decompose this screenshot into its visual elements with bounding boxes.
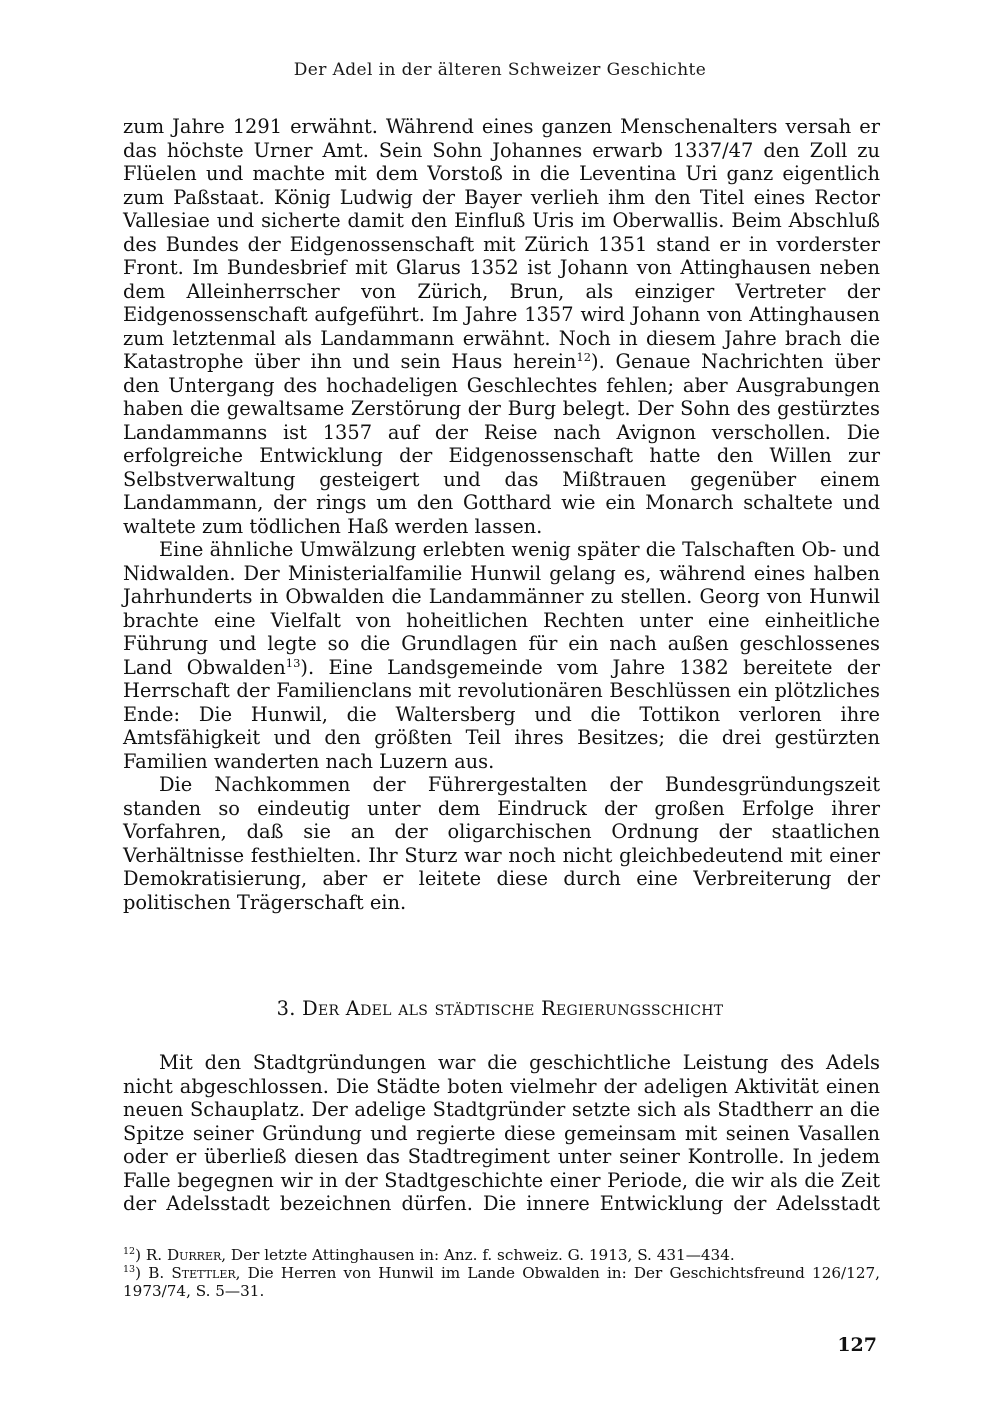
paragraph-1	[123, 115, 880, 538]
section-paragraph: Mit den Stadtgründungen war die geschichtliche Leistung des Adels nicht abgeschlossen. Die Städte boten vielmehr der adeligen Aktivität einen neuen Schauplatz. Der adelige Stadtgründer setzte sich als Stadtherr an die Spitze seiner Gründung und regierte diese gemeinsam mit seinen Vasallen oder er überließ diesen das Stadtregiment unter seiner Kontrolle. In jedem Falle begegnen wir in der Stadtgeschichte einer Periode, die wir als die Zeit der Adelsstadt bezeichnen dürfen. Die innere Entwicklung der Adelsstadt	[123, 1051, 880, 1215]
page-number: 127	[837, 1334, 877, 1356]
paragraph-1-text-a: zum Jahre 1291 erwähnt. Während eines ganzen Menschenalters versah er das höchste Urner Amt. Sein Sohn Johannes erwarb 1337/47 den Zoll zu Flüelen und machte mit dem Vorstoß in die Leventina Uri ganz eigentlich zum Paßstaat. König Ludwig der Bayer verlieh ihm den Titel eines Rector Vallesiae und sicherte damit den Einfluß Uris im Oberwallis. Beim Abschluß des Bundes der Eidgenossenschaft mit Zürich 1351 stand er in vorderster Front. Im Bundesbrief mit Glarus 1352 ist Johann von Attinghausen neben dem Alleinherrscher von Zürich, Brun, als einziger Vertreter der Eidgenossenschaft aufgeführt. Im Jahre 1357 wird Johann von Attinghausen zum letztenmal als Landammann erwähnt. Noch in diesem Jahre brach die Katastrophe über ihn und sein Haus herein	[123, 115, 880, 373]
footnote-author: B. Stettler	[148, 1264, 236, 1282]
paragraph-3: Die Nachkommen der Führergestalten der Bundesgründungszeit standen so eindeutig unter dem Eindruck der großen Erfolge ihrer Vorfahren, daß sie an der oligarchischen Ordnung der staatlichen Verhältnisse festhielten. Ihr Sturz war noch nicht gleichbedeutend mit einer Demokratisierung, aber er leitete diese durch eine Verbreiterung der politischen Trägerschaft ein.	[123, 773, 880, 914]
footnote-13: $^{13}$) B. Stettler, Die Herren von Hunwil im Lande Obwalden in: Der Geschichtsfreund 126/127, 1973/74, S. 5—31.	[123, 1264, 880, 1300]
paragraph-2-text-b: ). Eine Landsgemeinde vom Jahre 1382 bereitete der Herrschaft der Familienclans mit revolutionären Beschlüssen ein plötzliches Ende: Die Hunwil, die Waltersberg und die Tottikon verloren ihre Amtsfähigkeit und den größten Teil ihres Besitzes; die drei gestürzten Familien wanderten nach Luzern aus.	[123, 655, 880, 773]
body-text	[123, 115, 880, 914]
footnote-text: , Die Herren von Hunwil im Lande Obwalden in: Der Geschichtsfreund 126/127, 1973/74, S. 5—31.	[123, 1264, 880, 1300]
footnote-marker: 12	[123, 1246, 136, 1257]
footnote-ref-13: 13	[285, 655, 301, 670]
footnote-text: , Der letzte Attinghausen in: Anz. f. schweiz. G. 1913, S. 431—434.	[221, 1246, 735, 1264]
footnote-ref-12: 12	[576, 350, 592, 364]
paragraph-2	[123, 538, 880, 773]
section-heading	[0, 997, 1000, 1020]
running-head: Der Adel in der älteren Schweizer Geschichte	[293, 60, 707, 80]
paragraph-2-text-a: Eine ähnliche Umwälzung erlebten wenig später die Talschaften Ob- und Nidwalden. Der Ministerialfamilie Hunwil gelang es, während eines halben Jahrhunderts in Obwalden die Landammänner zu stellen. Georg von Hunwil brachte eine Vielfalt von hoheitlichen Rechten unter eine einheitliche Führung und legte so die Grundlagen für ein nach außen geschlossenes Land Obwalden	[123, 538, 880, 679]
footnote-12: $^{12}$) R. Durrer, Der letzte Attinghausen in: Anz. f. schweiz. G. 1913, S. 431—434.	[123, 1246, 735, 1264]
section-title: Der Adel als städtische Regierungsschicht	[302, 997, 724, 1020]
footnote-author: R. Durrer	[145, 1246, 222, 1264]
paragraph-1-text-b: ). Genaue Nachrichten über den Untergang des hochadeligen Geschlechtes fehlen; aber Ausgrabungen haben die gewaltsame Zerstörung der Burg belegt. Der Sohn des gestürztes Landammanns ist 1357 auf der Reise nach Avignon verschollen. Die erfolgreiche Entwicklung der Eidgenossenschaft hatte den Willen zur Selbstverwaltung gesteigert und das Mißtrauen gegenüber einem Landammann, der rings um den Gotthard wie ein Monarch schaltete und waltete zum tödlichen Haß werden lassen.	[123, 350, 880, 538]
section-body	[123, 1051, 880, 1216]
section-number: 3.	[276, 997, 296, 1020]
footnote-marker: 13	[123, 1264, 136, 1275]
footnotes	[123, 1246, 880, 1300]
